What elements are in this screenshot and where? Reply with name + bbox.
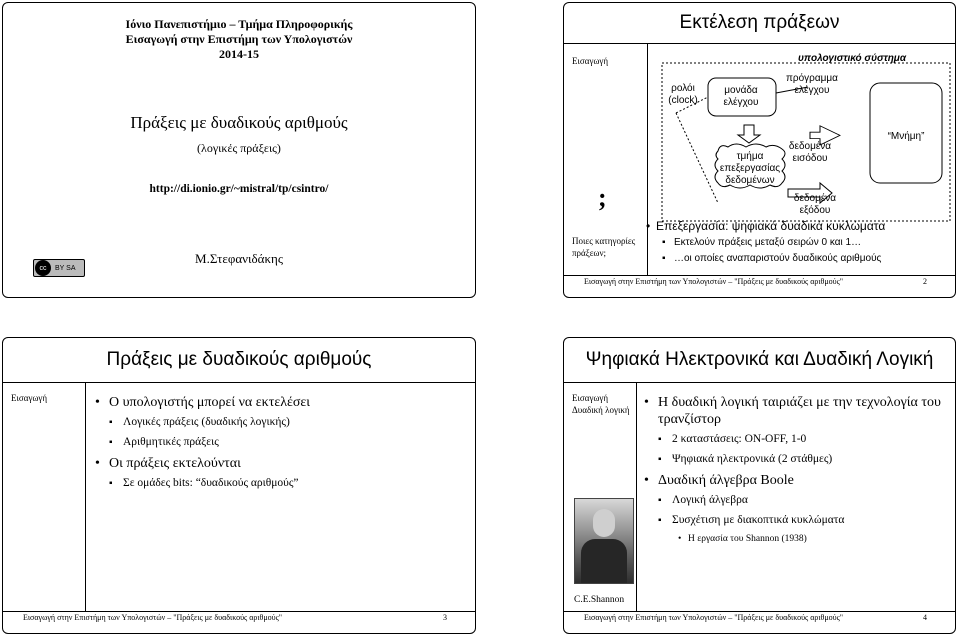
- semicolon-mark: ;: [598, 183, 607, 212]
- list-item: ▪ Λογική άλγεβρα: [644, 493, 944, 508]
- data-unit-label: τμήμα επεξεργασίας δεδομένων: [719, 151, 781, 186]
- author-name: Μ.Στεφανιδάκης: [195, 251, 283, 266]
- control-arrow: [738, 125, 760, 143]
- photo-body: [581, 539, 627, 583]
- course-url[interactable]: http://di.ionio.gr/~mistral/tp/csintro/: [149, 183, 329, 195]
- slide-4: [563, 337, 956, 634]
- page-number: 4: [923, 613, 927, 622]
- bullet-main-text: Επεξεργασία: ψηφιακά δυαδικά κυκλώματα: [656, 219, 886, 233]
- bullet-square: ▪: [662, 237, 666, 248]
- list-item: • Η εργασία του Shannon (1938): [644, 533, 944, 546]
- list-item: • Ο υπολογιστής μπορεί να εκτελέσει: [95, 394, 465, 411]
- list-item: ▪ Συσχέτιση με διακοπτικά κυκλώματα: [644, 513, 944, 528]
- slide-title: Ψηφιακά Ηλεκτρονικά και Δυαδική Λογική: [585, 349, 934, 370]
- list-item: ▪ 2 καταστάσεις: ON-OFF, 1-0: [644, 432, 944, 447]
- shannon-photo: [574, 498, 634, 584]
- list-item: • Η δυαδική λογική ταιριάζει με την τεχνολογία του τρανζίστορ: [644, 394, 944, 428]
- bullet-list: [644, 394, 944, 549]
- cc-license-badge: [33, 259, 85, 277]
- bullet-list: [95, 394, 465, 496]
- memory-label: “Μνήμη”: [887, 131, 925, 142]
- list-item: • Δυαδική άλγεβρα Boole: [644, 472, 944, 489]
- sub-bullet-2-text: …οι οποίες αναπαριστούν δυαδικούς αριθμούς: [674, 253, 882, 264]
- sidebar-item-binary-logic: Δυαδική λογική: [572, 405, 630, 415]
- list-item: ▪ Σε ομάδες bits: “δυαδικούς αριθμούς”: [95, 476, 465, 491]
- page-number: 3: [443, 613, 447, 622]
- footer: [3, 613, 475, 627]
- bullet-main: [646, 219, 886, 233]
- title-divider: [564, 382, 955, 383]
- footer-divider: [564, 611, 955, 612]
- bullet-square: ▪: [662, 253, 666, 264]
- photo-head: [593, 509, 615, 537]
- list-item: ▪ Λογικές πράξεις (δυαδικής λογικής): [95, 415, 465, 430]
- input-label: δεδομένα εισόδου: [788, 141, 832, 164]
- footer: [564, 277, 955, 291]
- list-item: ▪ Αριθμητικές πράξεις: [95, 435, 465, 450]
- footer-divider: [3, 611, 475, 612]
- course-name: Εισαγωγή στην Επιστήμη των Υπολογιστών: [125, 32, 353, 46]
- output-label: δεδομένα εξόδου: [793, 193, 837, 216]
- clock-label: ρολόι (clock): [668, 83, 698, 106]
- sidebar-item-intro: Εισαγωγή: [572, 56, 609, 66]
- footer: [564, 613, 955, 627]
- by-sa-icons: BY SA: [55, 264, 76, 272]
- sub-bullet-1-text: Εκτελούν πράξεις μεταξύ σειρών 0 και 1…: [674, 237, 862, 248]
- clock-link-2: [676, 113, 718, 203]
- bullet-dot: •: [646, 219, 651, 233]
- title-divider: [3, 382, 475, 383]
- sub-bullet-1: [662, 237, 862, 248]
- page-number: 2: [923, 277, 927, 286]
- footer-divider: [564, 275, 955, 276]
- list-item: ▪ Ψηφιακά ηλεκτρονικά (2 στάθμες): [644, 452, 944, 467]
- sidebar-divider: [85, 382, 86, 611]
- slide-subtitle: (λογικές πράξεις): [197, 141, 281, 155]
- footer-text: Εισαγωγή στην Επιστήμη των Υπολογιστών – "Πράξεις με δυαδικούς αριθμούς": [23, 613, 283, 622]
- sidebar-question: Ποιες κατηγορίες πράξεων;: [572, 236, 636, 258]
- slide-3: [2, 337, 476, 634]
- footer-text: Εισαγωγή στην Επιστήμη των Υπολογιστών – "Πράξεις με δυαδικούς αριθμούς": [584, 613, 844, 622]
- academic-year: 2014-15: [219, 47, 259, 61]
- system-label: υπολογιστικό σύστημα: [797, 53, 907, 64]
- sidebar-divider: [636, 382, 637, 611]
- slide-title: Εκτέλεση πράξεων: [679, 12, 840, 33]
- footer-text: Εισαγωγή στην Επιστήμη των Υπολογιστών – "Πράξεις με δυαδικούς αριθμούς": [584, 277, 844, 286]
- sub-bullet-2: [662, 253, 882, 264]
- cc-icon: cc: [35, 260, 51, 276]
- sidebar-item-intro: Εισαγωγή: [572, 393, 609, 403]
- slide-title: Πράξεις με δυαδικούς αριθμούς: [106, 349, 372, 370]
- header-block: [3, 17, 475, 62]
- list-item: • Οι πράξεις εκτελούνται: [95, 455, 465, 472]
- sidebar-item-intro: Εισαγωγή: [11, 393, 48, 403]
- university-name: Ιόνιο Πανεπιστήμιο – Τμήμα Πληροφορικής: [125, 17, 353, 31]
- control-unit-label: μονάδα ελέγχου: [723, 85, 759, 108]
- slide-title: Πράξεις με δυαδικούς αριθμούς: [130, 113, 348, 132]
- program-label: πρόγραμμα ελέγχου: [786, 73, 838, 96]
- photo-caption: C.E.Shannon: [574, 595, 625, 605]
- slide-1: [2, 2, 476, 298]
- slide-2: [563, 2, 956, 298]
